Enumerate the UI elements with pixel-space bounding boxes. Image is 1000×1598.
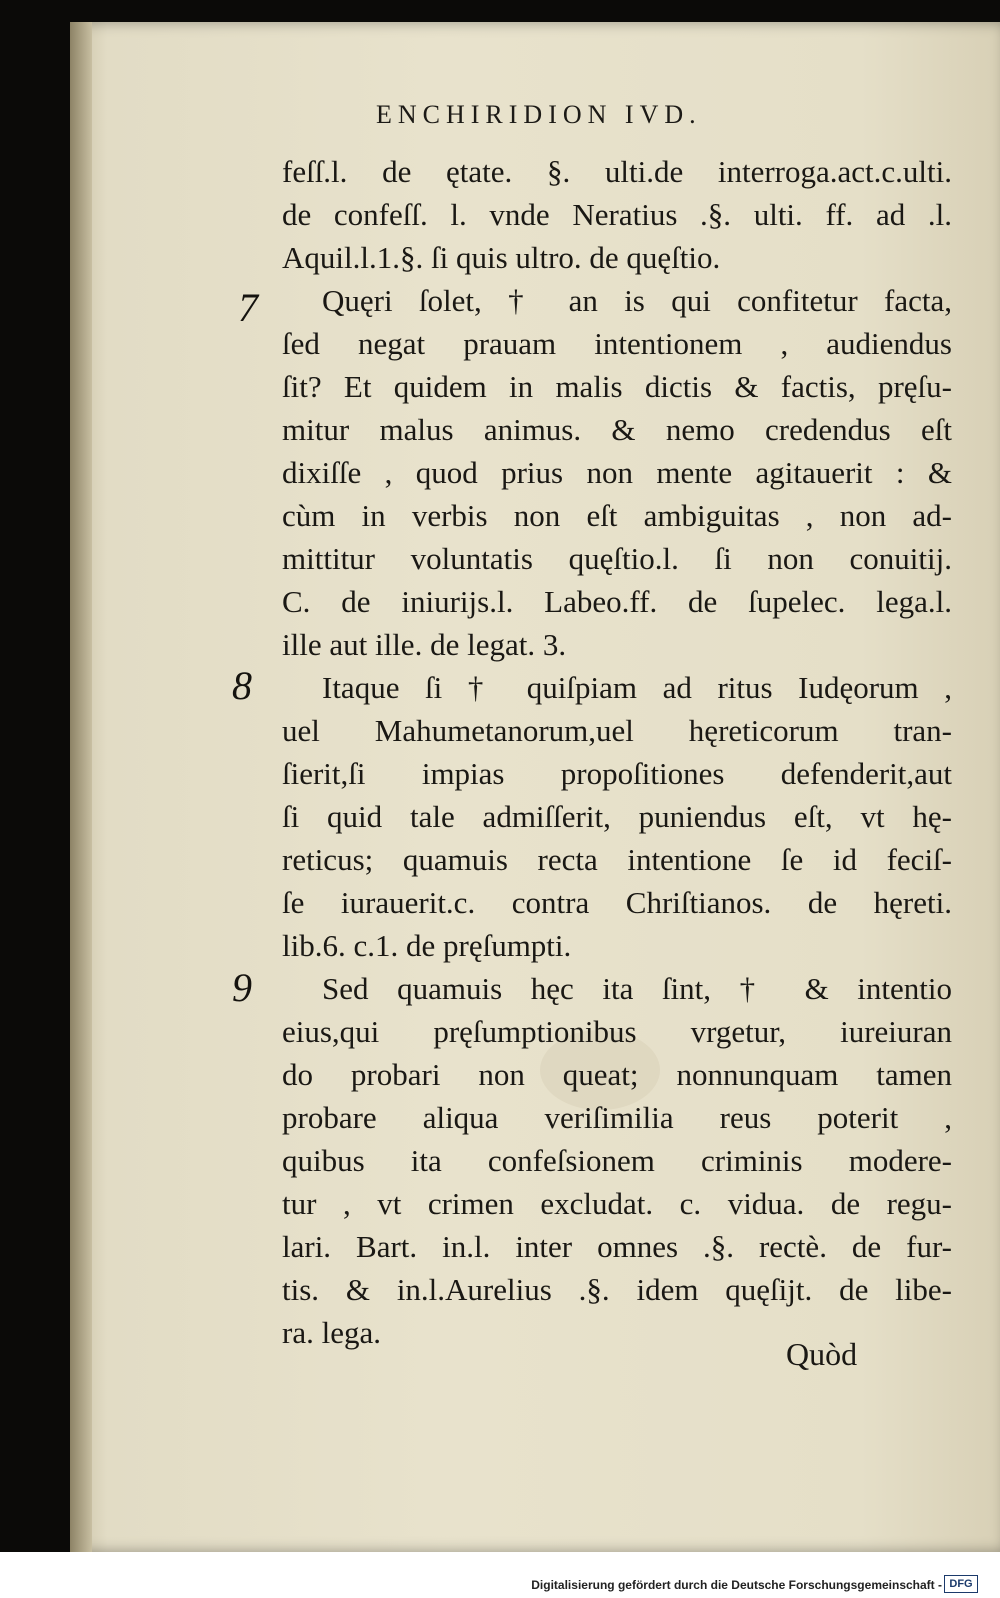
- funding-credit: Digitalisierung gefördert durch die Deutsche Forschungsgemeinschaft -: [531, 1578, 942, 1592]
- margin-number-9: 9: [232, 965, 252, 1010]
- text-line: do probari non queat; nonnunquam tamen: [282, 1057, 952, 1092]
- text-line: dixiſſe , quod prius non mente agitauerit : &: [282, 455, 952, 490]
- text-line: tur , vt crimen excludat. c. vidua. de regu-: [282, 1186, 952, 1221]
- text-line: uel Mahumetanorum,uel hęreticorum tran-: [282, 713, 952, 748]
- paragraph-start-line: Itaque ſi † quiſpiam ad ritus Iudęorum ,: [322, 670, 952, 705]
- text-line: reticus; quamuis recta intentione ſe id feciſ-: [282, 842, 952, 877]
- catchword: Quòd: [786, 1336, 858, 1372]
- text-line: cùm in verbis non eſt ambiguitas , non ad-: [282, 498, 952, 533]
- text-line: probare aliqua veriſimilia reus poterit ,: [282, 1100, 952, 1135]
- text-line: C. de iniurijs.l. Labeo.ff. de ſupelec. lega.l.: [282, 584, 952, 619]
- text-line: lib.6. c.1. de pręſumpti.: [282, 928, 572, 963]
- page-gutter: [70, 22, 92, 1552]
- text-line: mittitur voluntatis quęſtio.l. ſi non conuitij.: [282, 541, 952, 576]
- text-line: ſe iurauerit.c. contra Chriſtianos. de hęreti.: [282, 885, 952, 920]
- text-line: ſi quid tale admiſſerit, puniendus eſt, vt hę-: [282, 799, 952, 834]
- text-line: Aquil.l.1.§. ſi quis ultro. de quęſtio.: [282, 240, 721, 275]
- running-head: ENCHIRIDION IVD.: [376, 100, 702, 129]
- text-line: eius,qui pręſumptionibus vrgetur, iureiuran: [282, 1014, 952, 1049]
- text-line: tis. & in.l.Aurelius .§. idem quęſijt. de libe-: [282, 1272, 952, 1307]
- body-text: [282, 150, 952, 1354]
- paragraph-start-line: Quęri ſolet, † an is qui confitetur facta,: [322, 283, 952, 318]
- margin-number-8: 8: [232, 663, 252, 708]
- margin-number-7: 7: [238, 285, 258, 330]
- dfg-logo: DFG: [944, 1575, 978, 1593]
- text-line: ſierit,ſi impias propoſitiones defenderit,aut: [282, 756, 952, 791]
- text-line: ra. lega.: [282, 1315, 381, 1350]
- text-line: ſit? Et quidem in malis dictis & factis, pręſu-: [282, 369, 952, 404]
- text-line: ſed negat prauam intentionem , audiendus: [282, 326, 952, 361]
- text-line: mitur malus animus. & nemo credendus eſt: [282, 412, 952, 447]
- text-line: ille aut ille. de legat. 3.: [282, 627, 567, 662]
- text-line: lari. Bart. in.l. inter omnes .§. rectè. de fur-: [282, 1229, 952, 1264]
- paragraph-start-line: Sed quamuis hęc ita ſint, † & intentio: [322, 971, 952, 1006]
- text-line: feſſ.l. de ętate. §. ulti.de interroga.act.c.ulti.: [282, 154, 952, 189]
- text-line: quibus ita confeſsionem criminis modere-: [282, 1143, 952, 1178]
- text-line: de confeſſ. l. vnde Neratius .§. ulti. ff. ad .l.: [282, 197, 952, 232]
